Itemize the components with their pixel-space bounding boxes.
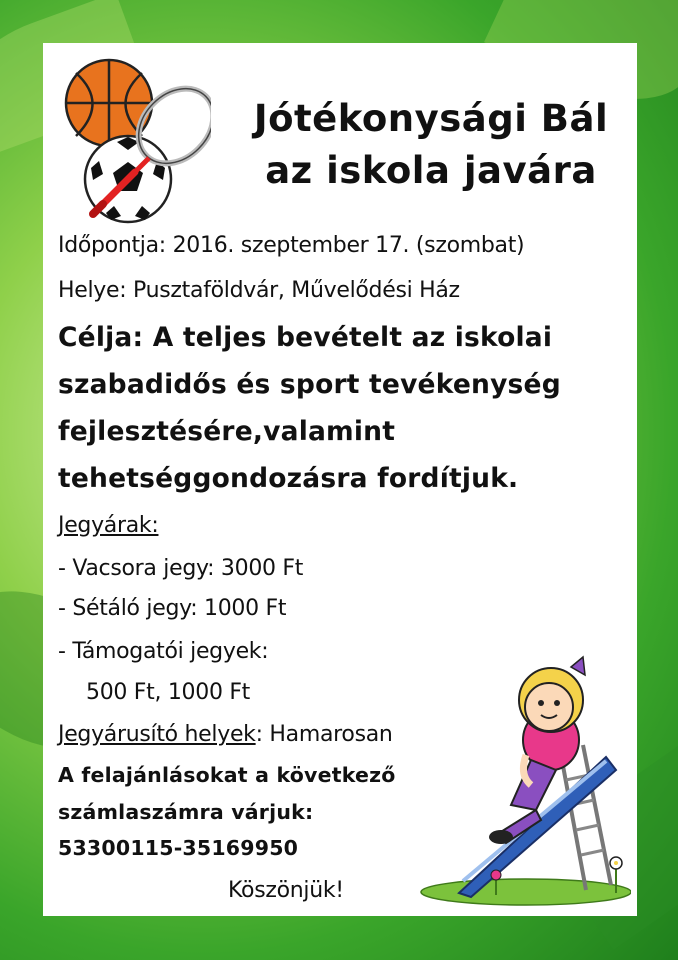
tickets-heading: Jegyárak: — [58, 513, 159, 538]
purpose-line: tehetséggondozásra fordítjuk. — [58, 463, 519, 494]
event-date: Időpontja: 2016. szeptember 17. (szombat) — [58, 233, 525, 258]
donation-line: számlaszámra várjuk: — [58, 800, 314, 824]
ticket-item: - Sétáló jegy: 1000 Ft — [58, 596, 287, 621]
grass-icon — [421, 879, 631, 905]
ticket-item: - Támogatói jegyek: — [58, 639, 269, 664]
donation-line: A felajánlásokat a következő — [58, 763, 396, 787]
purpose-line: fejlesztésére,valamint — [58, 416, 396, 447]
ticket-sales-line — [58, 722, 393, 747]
ticket-item: 500 Ft, 1000 Ft — [86, 680, 251, 705]
title-line-2: az iskola javára — [265, 149, 597, 192]
ticket-sales-value: : Hamarosan — [255, 722, 393, 747]
girl-on-slide-illustration — [401, 645, 631, 907]
bank-account-number: 53300115-35169950 — [58, 836, 299, 860]
thanks-text: Köszönjük! — [228, 878, 344, 903]
event-place: Helye: Pusztaföldvár, Művelődési Ház — [58, 278, 460, 303]
sports-equipment-illustration — [51, 58, 211, 228]
poster-card — [43, 43, 637, 916]
purpose-line: Célja: A teljes bevételt az iskolai — [58, 322, 553, 353]
poster-title — [231, 93, 631, 197]
purpose-line: szabadidős és sport tevékenység — [58, 369, 561, 400]
title-line-1: Jótékonysági Bál — [253, 97, 609, 140]
ticket-sales-label: Jegyárusító helyek — [58, 722, 256, 747]
ticket-item: - Vacsora jegy: 3000 Ft — [58, 556, 304, 581]
